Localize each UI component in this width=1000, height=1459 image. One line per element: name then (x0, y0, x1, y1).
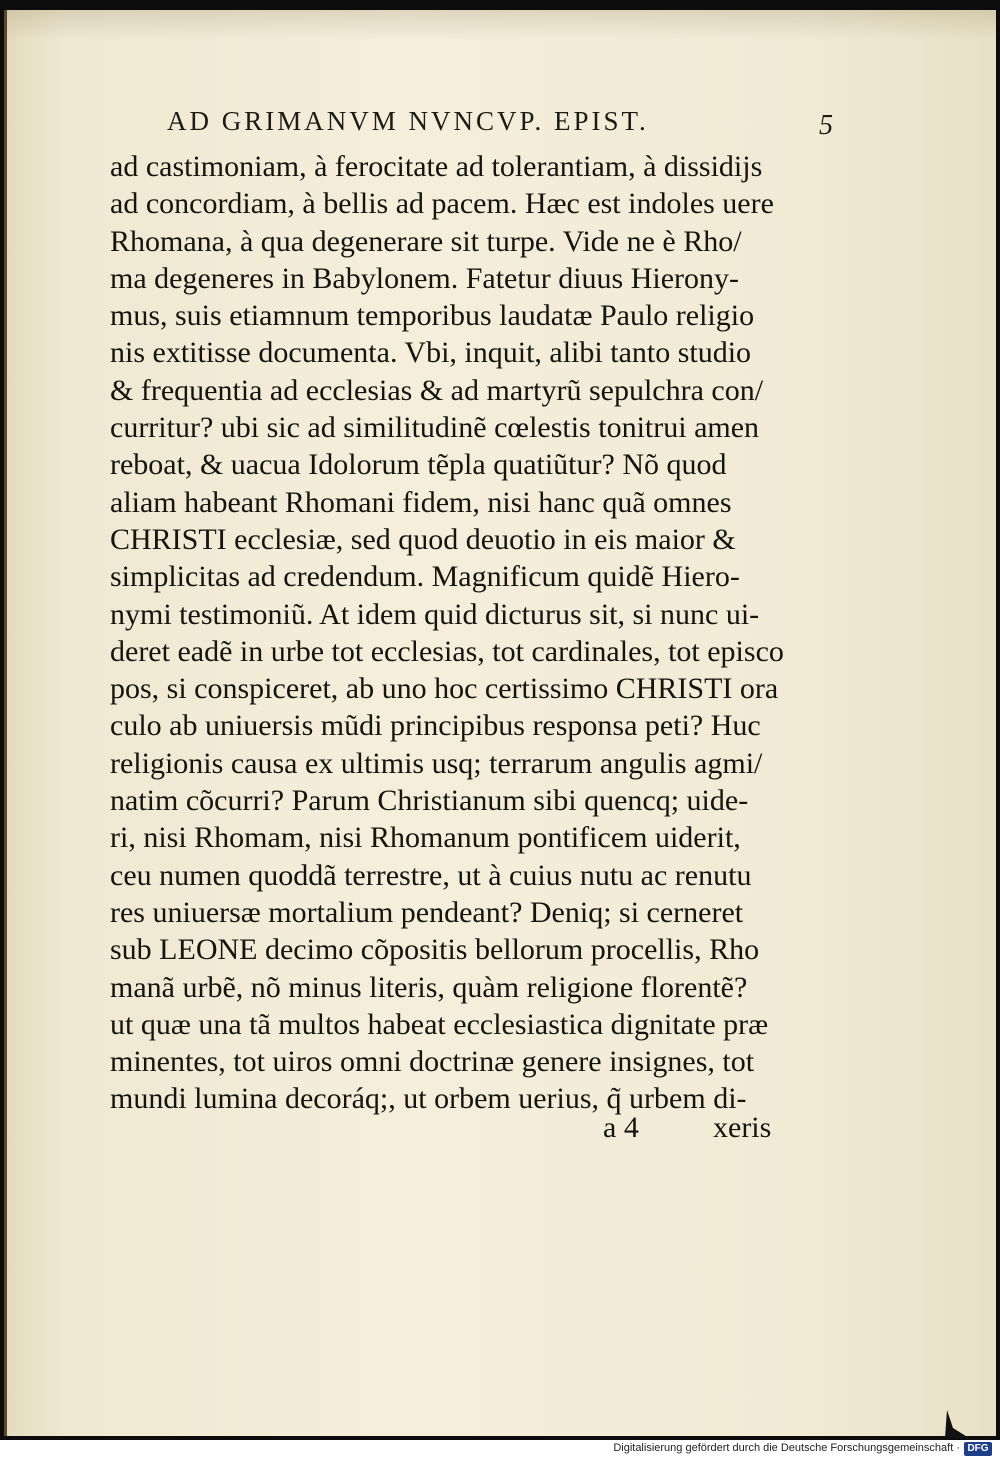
text-line: & frequentia ad ecclesias & ad martyrũ sepulchra con/ (110, 373, 764, 407)
text-line: nis extitisse documenta. Vbi, inquit, alibi tanto studio (110, 336, 752, 370)
catchword: xeris (713, 1111, 772, 1144)
text-line: nymi testimoniũ. At idem quid dicturus sit, si nunc ui- (110, 597, 760, 631)
text-line: ri, nisi Rhomam, nisi Rhomanum pontificem uiderit, (110, 821, 741, 855)
text-line: aliam habeant Rhomani fidem, nisi hanc quã omnes (110, 485, 732, 519)
text-line: Rhomana, à qua degenerare sit turpe. Vide ne è Rho/ (110, 224, 742, 258)
text-line: deret eadẽ in urbe tot ecclesias, tot cardinales, tot episco (110, 634, 784, 668)
text-line: minentes, tot uiros omni doctrinæ genere insignes, tot (110, 1045, 755, 1079)
text-line: ceu numen quoddã terrestre, ut à cuius nutu ac renutu (110, 858, 752, 892)
text-line: CHRISTI ecclesiæ, sed quod deuotio in eis maior & (110, 522, 736, 556)
signature-mark: a 4 (603, 1111, 639, 1144)
text-line: ad castimoniam, à ferocitate ad tolerantiam, à dissidijs (110, 150, 763, 183)
text-line: res uniuersæ mortalium pendeant? Deniq; si cerneret (110, 895, 744, 929)
text-line: sub LEONE decimo cõpositis bellorum procellis, Rho (110, 933, 760, 967)
text-line: religionis causa ex ultimis usq; terrarum angulis agmi/ (110, 746, 763, 780)
text-line: manã urbẽ, nõ minus literis, quàm religione florentẽ? (110, 970, 748, 1004)
catchline (603, 1111, 771, 1145)
main-text-block (110, 148, 790, 1118)
dfg-logo: DFG (964, 1442, 992, 1456)
text-line: curritur? ubi sic ad similitudinẽ cœlestis tonitrui amen (110, 411, 760, 445)
text-line: ma degeneres in Babylonem. Fatetur diuus Hierony- (110, 261, 740, 295)
text-line: mundi lumina decoráq;, ut orbem uerius, q̃ urbem di- (110, 1082, 747, 1116)
text-line: ut quæ una tã multos habeat ecclesiastica dignitate præ (110, 1007, 769, 1041)
text-line: reboat, & uacua Idolorum tẽpla quatiũtur? Nõ quod (110, 448, 727, 482)
digitization-footer (0, 1440, 1000, 1459)
running-head: AD GRIMANVM NVNCVP. EPIST. (167, 106, 649, 136)
page-corner-fold-icon (943, 1408, 973, 1440)
text-line: mus, suis etiamnum temporibus laudatæ Paulo religio (110, 299, 755, 333)
folio-number: 5 (819, 110, 833, 141)
text-line: simplicitas ad credendum. Magnificum quidẽ Hiero- (110, 560, 740, 594)
text-line: pos, si conspiceret, ab uno hoc certissimo CHRISTI ora (110, 672, 779, 706)
text-line: culo ab uniuersis mũdi principibus responsa peti? Huc (110, 709, 761, 743)
book-page (4, 10, 996, 1436)
text-line: natim cõcurri? Parum Christianum sibi quencq; uide- (110, 784, 749, 818)
footer-credit: Digitalisierung gefördert durch die Deutsche Forschungsgemeinschaft · (613, 1442, 960, 1454)
text-line: ad concordiam, à bellis ad pacem. Hæc est indoles uere (110, 187, 774, 221)
